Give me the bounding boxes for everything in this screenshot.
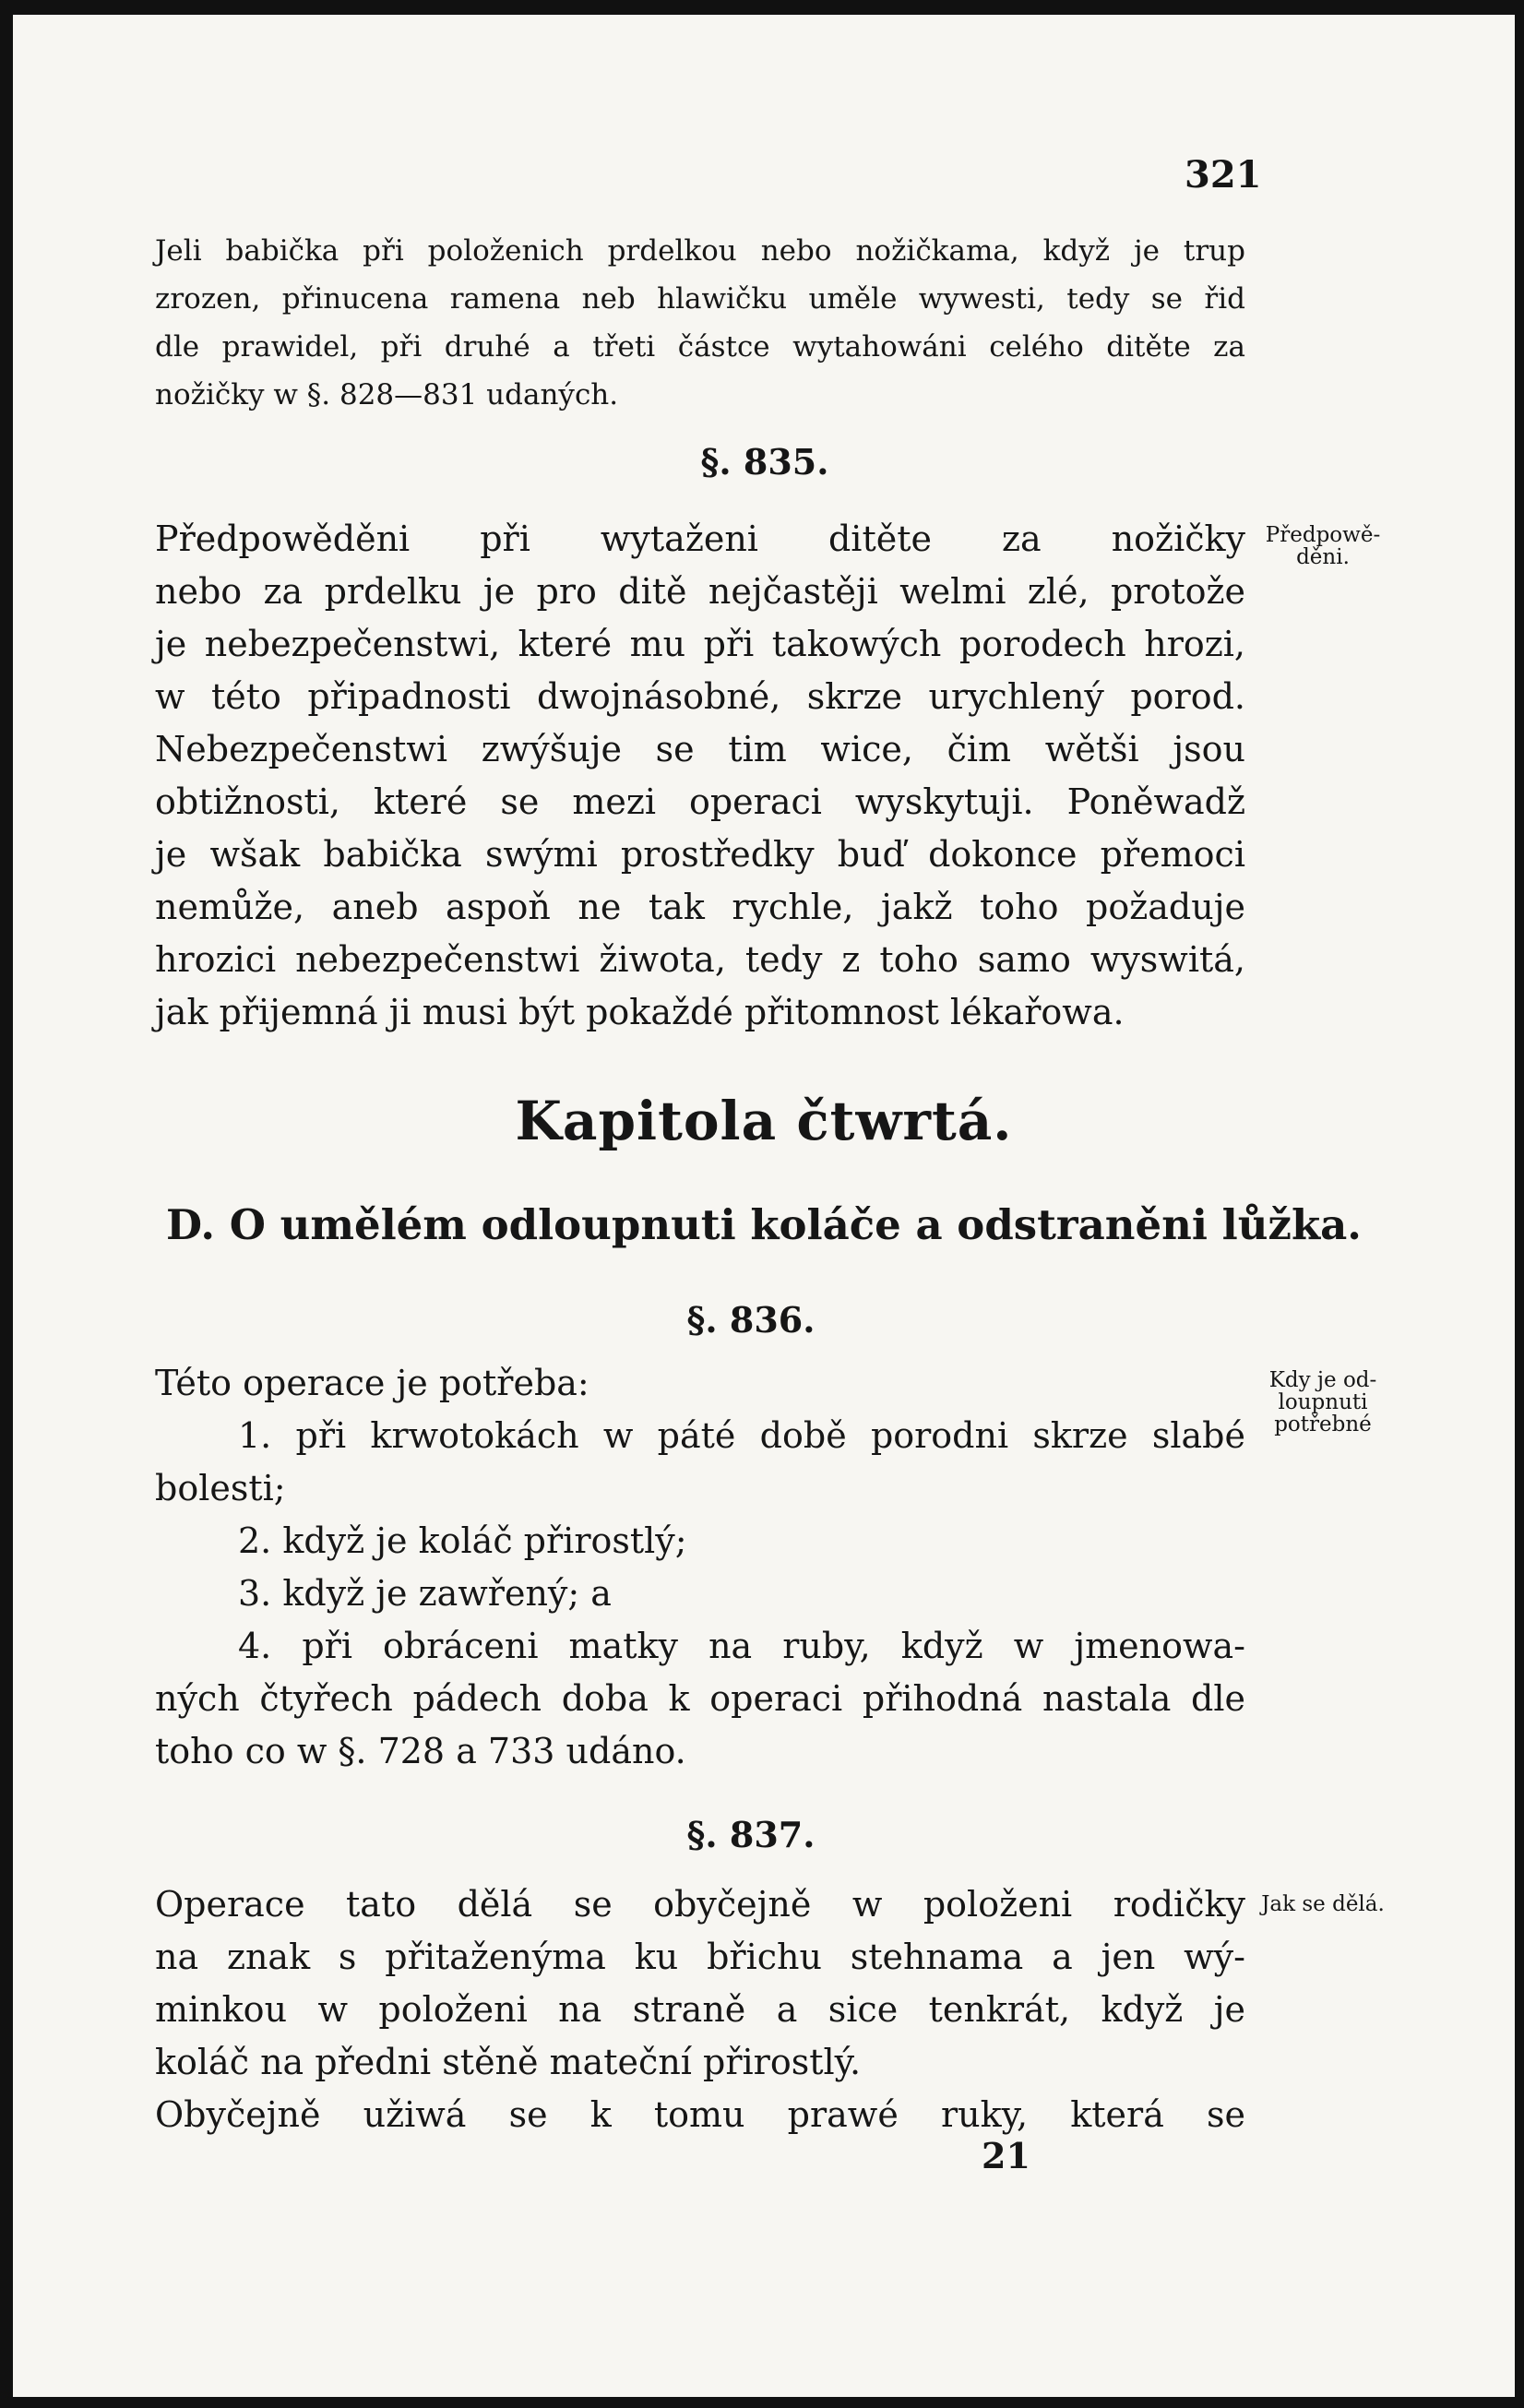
- text-line: nožičky w §. 828—831 udaných.: [155, 378, 619, 411]
- text-line: Této operace je potřeba:: [155, 1363, 589, 1403]
- margin-note-line: potřebné: [1274, 1413, 1372, 1436]
- text-line: hrozici nebezpečenstwi žiwota, tedy z toho samo wyswitá,: [155, 939, 1245, 980]
- text-line: dle prawidel, při druhé a třeti částce wytahowáni celého ditěte za: [155, 330, 1245, 364]
- text-line: Operace tato dělá se obyčejně w položeni rodičky: [155, 1884, 1245, 1925]
- chapter-subtitle: D. O umělém odloupnuti koláče a odstraněni lůžka.: [166, 1200, 1362, 1249]
- chapter-title: Kapitola čtwrtá.: [515, 1090, 1013, 1152]
- text-line: Obyčejně užiwá se k tomu prawé ruky, která se: [155, 2094, 1245, 2135]
- text-line: bolesti;: [155, 1468, 286, 1508]
- text-line: koláč na předni stěně mateční přirostlý.: [155, 2042, 862, 2082]
- section-heading-837: §. 837.: [686, 1814, 816, 1855]
- text-line: je nebezpečenstwi, které mu při takowých porodech hrozi,: [155, 624, 1245, 664]
- text-line: obtižnosti, které se mezi operaci wyskytuji. Poněwadž: [155, 781, 1245, 822]
- margin-note-line: Kdy je od-: [1268, 1368, 1377, 1392]
- text-line: ných čtyřech pádech doba k operaci přihodná nastala dle: [155, 1678, 1245, 1719]
- margin-note-line: loupnuti: [1278, 1390, 1368, 1414]
- text-line: Jeli babička při položenich prdelkou nebo nožičkama, když je trup: [155, 234, 1245, 268]
- paragraph-837: [155, 1878, 1245, 2141]
- text-line: Nebezpečenstwi zwýšuje se tim wice, čim wětši jsou: [155, 729, 1245, 769]
- page-number: 321: [1185, 153, 1262, 197]
- printer-signature: 21: [982, 2135, 1030, 2176]
- text-line: nebo za prdelku je pro ditě nejčastěji welmi zlé, protože: [155, 571, 1245, 612]
- list-item: 2. když je koláč přirostlý;: [238, 1520, 687, 1561]
- section-heading-835: §. 835.: [700, 441, 829, 483]
- margin-note-predpovedeni: [1254, 524, 1392, 568]
- margin-note-line: děni.: [1296, 545, 1350, 569]
- margin-note-line: Jak se dělá.: [1261, 1892, 1385, 1916]
- paragraph-835: [155, 513, 1245, 1039]
- margin-note-kdy: [1254, 1369, 1392, 1436]
- list-item: 1. při krwotokách w páté době porodni skrze slabé: [238, 1415, 1245, 1456]
- margin-note-line: Předpowě-: [1265, 523, 1381, 547]
- text-line: zrozen, přinucena ramena neb hlawičku uměle wywesti, tedy se řid: [155, 282, 1245, 316]
- text-line: minkou w položeni na straně a sice tenkrát, když je: [155, 1989, 1245, 2030]
- book-page: [13, 15, 1515, 2397]
- text-line: w této připadnosti dwojnásobné, skrze urychlený porod.: [155, 676, 1245, 717]
- paragraph-836: [155, 1357, 1245, 1778]
- text-line: na znak s přitaženýma ku břichu stehnama a jen wý-: [155, 1937, 1245, 1977]
- section-heading-836: §. 836.: [686, 1299, 816, 1341]
- text-line: nemůže, aneb aspoň ne tak rychle, jakž toho požaduje: [155, 887, 1245, 927]
- text-line: toho co w §. 728 a 733 udáno.: [155, 1731, 686, 1771]
- text-line: je wšak babička swými prostředky buď dokonce přemoci: [155, 834, 1245, 875]
- intro-paragraph: [155, 227, 1245, 419]
- text-line: jak přijemná ji musi být pokaždé přitomnost lékařowa.: [155, 992, 1125, 1032]
- list-item: 4. při obráceni matky na ruby, když w jmenowa-: [238, 1626, 1245, 1666]
- margin-note-jak: [1254, 1893, 1392, 1915]
- text-line: Předpowěděni při wytaženi ditěte za nožičky: [155, 519, 1245, 559]
- list-item: 3. když je zawřený; a: [238, 1573, 612, 1614]
